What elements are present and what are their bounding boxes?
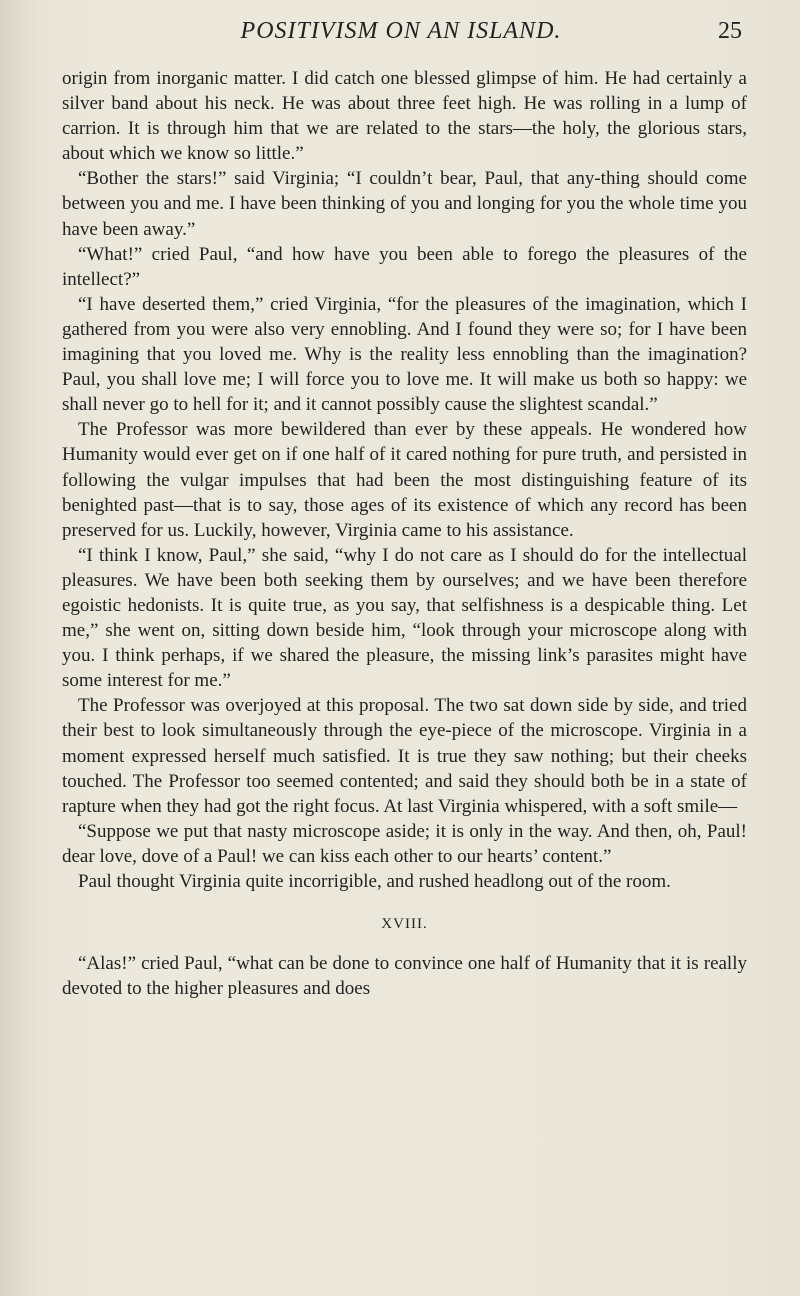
section-numeral: XVIII.	[381, 916, 428, 933]
paragraph: “I have deserted them,” cried Virginia, “for the pleasures of the imagination, which I gathered from you were also very ennobling. And I found they were so; for I have been imagining that you loved me. Why is the reality less ennobling than the imagination? Paul, you shall love me; I will force you to love me. It will make us both so happy: we shall never go to hell for it; and it cannot possibly cause the slightest scandal.”	[62, 293, 747, 416]
page-number: 25	[718, 18, 742, 44]
paragraph: The Professor was overjoyed at this proposal. The two sat down side by side, and tried their best to look simultaneously through the eye-piece of the microscope. Virginia in a moment expressed herself much satisfied. It is true they saw nothing; but their cheeks touched. The Professor too seemed contented; and said they should both be in a state of rapture when they had got the right focus. At last Virginia whispered, with a soft smile—	[62, 695, 747, 817]
running-title: POSITIVISM ON AN ISLAND.	[240, 18, 562, 44]
paragraph: “Bother the stars!” said Virginia; “I couldn’t bear, Paul, that any-thing should come between you and me. I have been thinking of you and longing for you the whole time you have been away.”	[62, 168, 747, 240]
paragraph: “I think I know, Paul,” she said, “why I do not care as I should do for the intellectual pleasures. We have been both seeking them by ourselves; and we have been therefore egoistic hedonists. It is quite true, as you say, that selfishness is a despicable thing. Let me,” she went on, sitting down beside him, “look through your microscope along with you. I think perhaps, if we shared the pleasure, the missing link’s parasites might have some interest for me.”	[62, 544, 747, 692]
paragraph: The Professor was more bewildered than ever by these appeals. He wondered how Humanity would ever get on if one half of it cared nothing for pure truth, and persisted in following the vulgar impulses that had been the most distinguishing feature of its benighted past—that is to say, those ages of its existence of which any record has been preserved for us. Luckily, however, Virginia came to his assistance.	[62, 419, 747, 541]
body-text	[62, 66, 747, 1001]
paragraph: “Alas!” cried Paul, “what can be done to convince one half of Humanity that it is really devoted to the higher pleasures and does	[62, 953, 747, 1000]
paragraph: “What!” cried Paul, “and how have you been able to forego the pleasures of the intellect?”	[62, 243, 747, 290]
paragraph: origin from inorganic matter. I did catch one blessed glimpse of him. He had certainly a silver band about his neck. He was about three feet high. He was rolling in a lump of carrion. It is through him that we are related to the stars—the holy, the glorious stars, about which we know so little.”	[62, 68, 747, 165]
page-header	[60, 18, 742, 52]
paragraph: Paul thought Virginia quite incorrigible, and rushed headlong out of the room.	[78, 871, 671, 892]
paragraph: “Suppose we put that nasty microscope aside; it is only in the way. And then, oh, Paul! dear love, dove of a Paul! we can kiss each other to our hearts’ content.”	[62, 820, 747, 867]
